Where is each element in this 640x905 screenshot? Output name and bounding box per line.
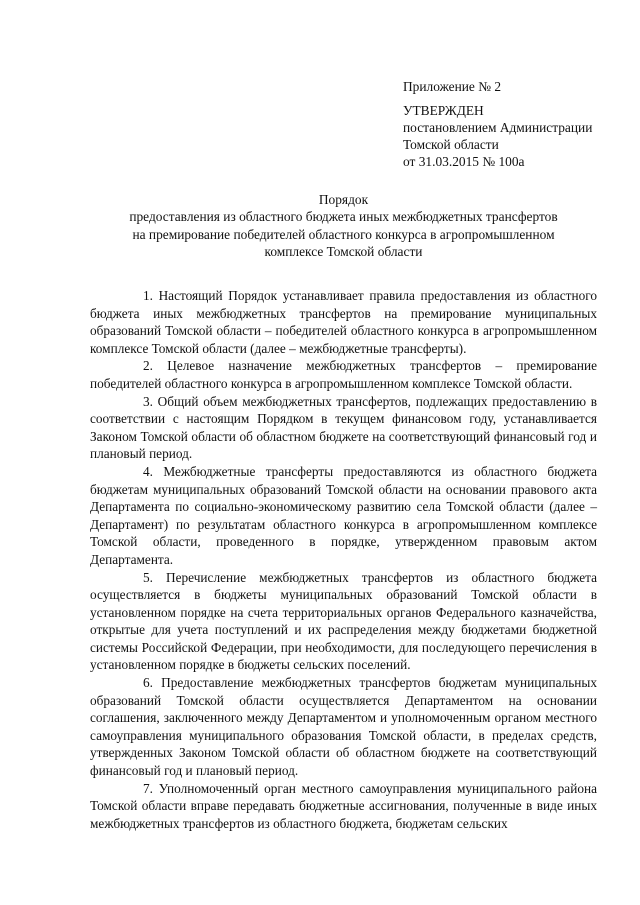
document-title-block — [90, 191, 597, 261]
paragraph-1: 1. Настоящий Порядок устанавливает правила предоставления из областного бюджета иных межбюджетных трансфертов на премирование муниципальных образований Томской области – победителей областного конкурса в агропромышленном комплексе Томской области (далее – межбюджетные трансферты). — [90, 288, 597, 356]
document-subtitle-line: комплексе Томской области — [264, 244, 423, 260]
paragraph-3: 3. Общий объем межбюджетных трансфертов, подлежащих предоставлению в соответствии с настоящим Порядком в текущем финансовом году, устанавливается Законом Томской области об областном бюджете на соответствующий финансовый год и плановый период. — [90, 393, 597, 462]
paragraph-6: 6. Предоставление межбюджетных трансфертов бюджетам муниципальных образований Томской области осуществляется Департаментом на основании соглашения, заключенного между Департаментом и уполномоченным органом местного самоуправления муниципального образования Томской области, в пределах средств, утвержденных Законом Томской области об областном бюджете на соответствующий финансовый год и плановый период. — [90, 675, 597, 779]
paragraph-2: 2. Целевое назначение межбюджетных трансфертов – премирование победителей областного конкурса в агропромышленном комплексе Томской области. — [90, 358, 597, 391]
paragraph-5: 5. Перечисление межбюджетных трансфертов из областного бюджета осуществляется в бюджеты муниципальных образований Томской области в установленном порядке на счета территориальных органов Федерального казначейства, открытые для учета поступлений и их распределения между бюджетами бюджетной системы Российской Федерации, при необходимости, для последующего перечисления в установленном порядке в бюджеты сельских поселений. — [90, 569, 597, 673]
document-subtitle-line: предоставления из областного бюджета иных межбюджетных трансфертов — [129, 209, 558, 225]
document-body — [90, 287, 597, 832]
approved-label: УТВЕРЖДЕН — [403, 103, 484, 118]
paragraph-4: 4. Межбюджетные трансферты предоставляются из областного бюджета бюджетам муниципальных образований Томской области на основании правового акта Департамента по социально-экономическому развитию села Томской области (далее – Департамент) по результатам областного конкурса в агропромышленном комплексе Томской области, проведенного в порядке, утвержденном правовым актом Департамента. — [90, 463, 597, 567]
appendix-label: Приложение № 2 — [403, 79, 502, 94]
approval-basis-line: Томской области — [403, 137, 499, 152]
approval-basis-line: постановлением Администрации — [403, 120, 593, 135]
paragraph-7: 7. Уполномоченный орган местного самоуправления муниципального района Томской области вправе передавать бюджетные ассигнования, полученные в виде иных межбюджетных трансфертов из областного бюджета, бюджетам сельских — [90, 780, 597, 831]
approval-basis-line: от 31.03.2015 № 100а — [403, 154, 525, 169]
document-title: Порядок — [318, 192, 369, 207]
document-subtitle-line: на премирование победителей областного конкурса в агропромышленном — [132, 226, 555, 242]
approval-stamp — [403, 78, 628, 170]
